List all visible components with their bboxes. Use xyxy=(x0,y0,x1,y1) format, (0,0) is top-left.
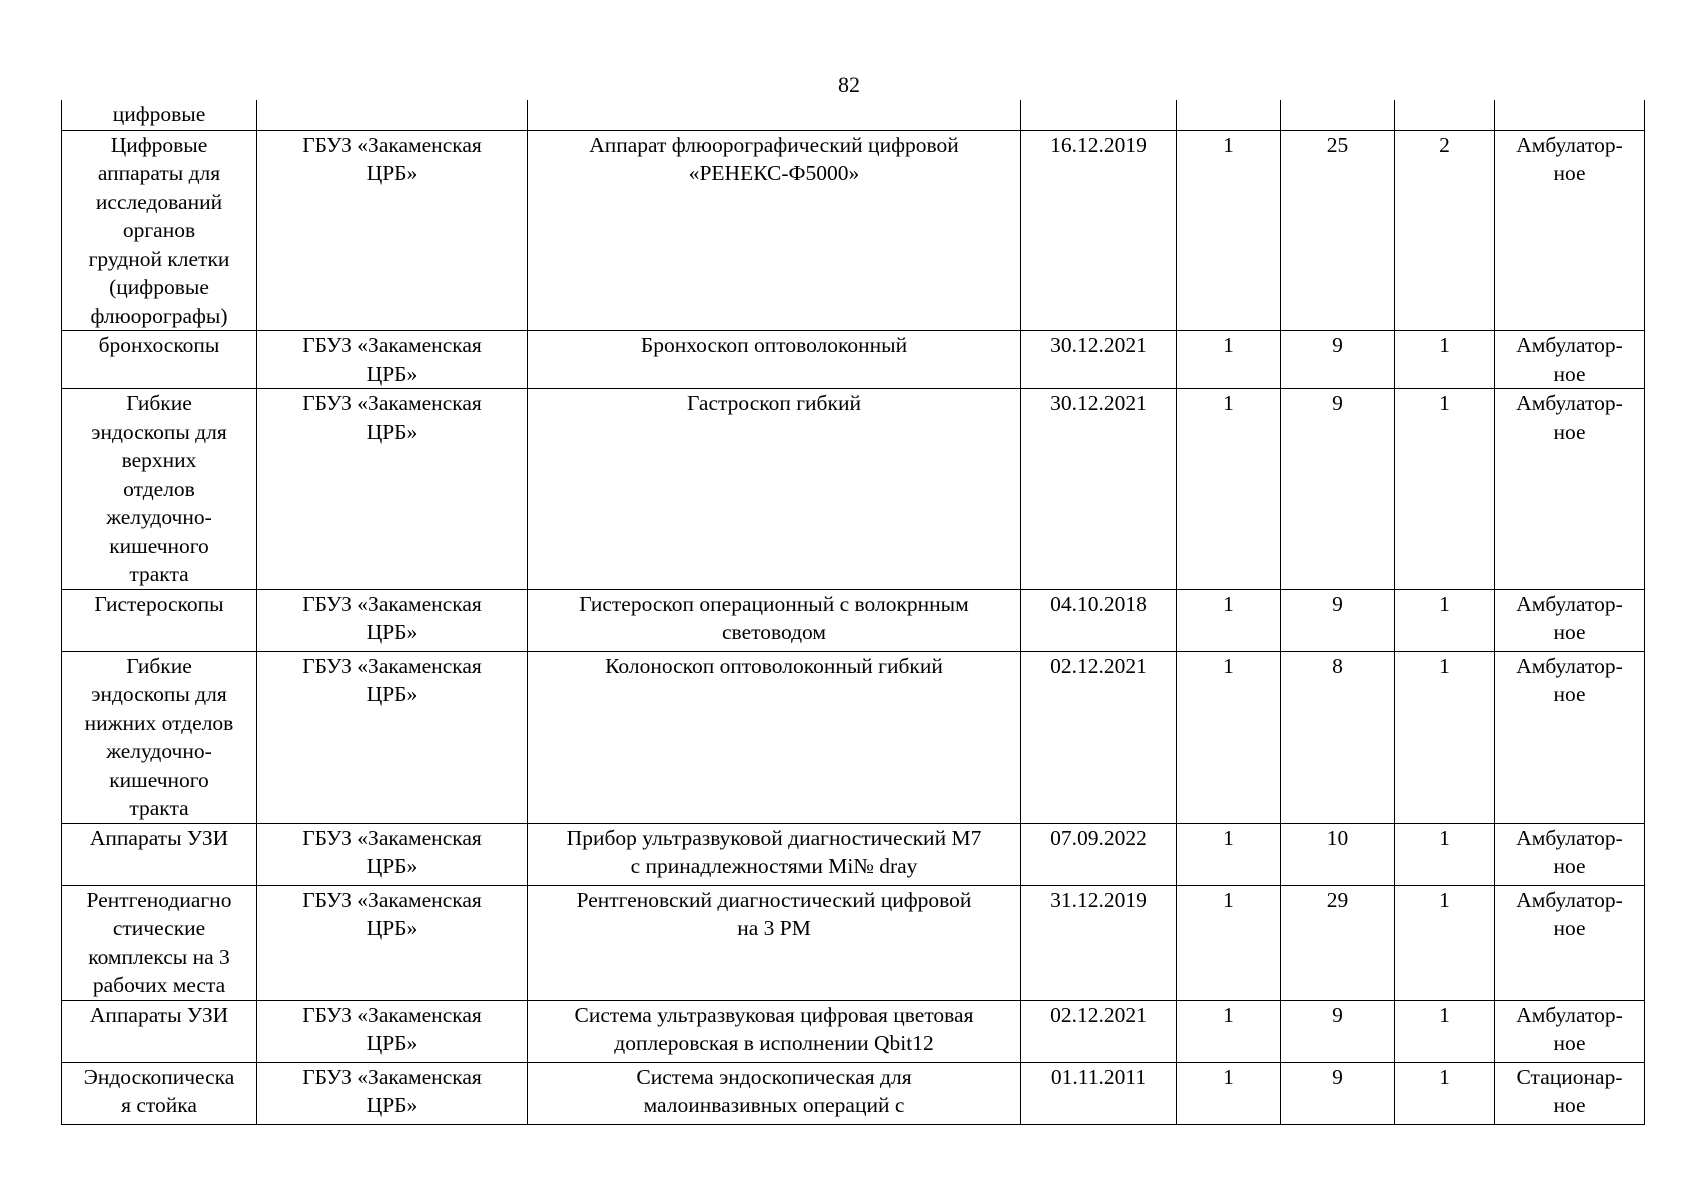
cell-text-line: отделов xyxy=(123,476,195,501)
cell-text-line: ГБУЗ «Закаменская xyxy=(302,391,482,415)
cell-text-line: Гибкие xyxy=(126,391,192,415)
cell-text-line: ГБУЗ «Закаменская xyxy=(302,1064,482,1089)
cell-date xyxy=(1021,589,1177,651)
cell-text-line: световодом xyxy=(722,620,826,644)
cell-text: 1 xyxy=(1223,1064,1234,1089)
cell-equipment-name xyxy=(528,1000,1021,1062)
cell-text-line: малоинвазивных операций с xyxy=(643,1093,905,1117)
cell-kind xyxy=(1495,589,1645,651)
cell-kind xyxy=(1495,1062,1645,1124)
cell-text-line: Амбулатор- xyxy=(1516,333,1623,357)
cell-equipment-name xyxy=(528,331,1021,389)
cell-col7 xyxy=(1395,823,1495,885)
cell-text-line: ное xyxy=(1553,682,1586,706)
cell-text-line: флюорографы) xyxy=(90,303,228,328)
cell-quantity xyxy=(1177,651,1281,823)
cell-text: 1 xyxy=(1223,825,1234,850)
cell-text: 1 xyxy=(1223,333,1234,357)
cell-organization xyxy=(257,1000,528,1062)
cell-kind xyxy=(1495,885,1645,1000)
cell-text-line: Гистероскоп операционный с волокрнным xyxy=(579,591,969,616)
cell-quantity xyxy=(1177,823,1281,885)
cell-col7 xyxy=(1395,331,1495,389)
cell-organization xyxy=(257,1062,528,1124)
cell-organization xyxy=(257,100,528,130)
cell-organization xyxy=(257,130,528,331)
cell-col7 xyxy=(1395,885,1495,1000)
cell-equipment-name xyxy=(528,885,1021,1000)
cell-text-line: ЦРБ» xyxy=(366,161,418,185)
cell-text: 1 xyxy=(1439,887,1450,912)
cell-text-line: я стойка xyxy=(121,1093,197,1117)
cell-text-line: исследований xyxy=(95,189,223,214)
cell-date xyxy=(1021,331,1177,389)
cell-text-line: ное xyxy=(1553,161,1586,185)
cell-kind xyxy=(1495,651,1645,823)
cell-text-line: стические xyxy=(112,916,206,940)
cell-col6 xyxy=(1281,885,1395,1000)
cell-text: 1 xyxy=(1223,391,1234,415)
cell-text-line: Гибкие xyxy=(126,653,192,678)
cell-text-line: Амбулатор- xyxy=(1516,653,1623,678)
cell-text-line: ГБУЗ «Закаменская xyxy=(302,333,482,357)
cell-text-line: Аппараты УЗИ xyxy=(89,1002,229,1027)
table-row xyxy=(62,1000,1645,1062)
cell-col6 xyxy=(1281,1062,1395,1124)
cell-text: 1 xyxy=(1223,591,1234,616)
cell-text-line: кишечного xyxy=(109,767,209,792)
cell-text: 1 xyxy=(1439,653,1450,678)
cell-equipment-name xyxy=(528,589,1021,651)
cell-text-line: Бронхоскоп оптоволоконный xyxy=(640,333,908,357)
cell-text-line: «РЕНЕКС-Ф5000» xyxy=(688,161,860,185)
cell-quantity xyxy=(1177,389,1281,590)
cell-quantity xyxy=(1177,589,1281,651)
cell-kind xyxy=(1495,331,1645,389)
cell-text-line: ное xyxy=(1553,419,1586,444)
cell-text: 01.11.2011 xyxy=(1050,1064,1147,1089)
cell-text-line: ЦРБ» xyxy=(366,916,418,940)
cell-text-line: на 3 РМ xyxy=(737,916,811,940)
cell-text-line: Амбулатор- xyxy=(1516,132,1623,157)
cell-quantity xyxy=(1177,100,1281,130)
cell-kind xyxy=(1495,823,1645,885)
cell-text: 1 xyxy=(1223,132,1234,157)
cell-col6 xyxy=(1281,1000,1395,1062)
cell-text: 8 xyxy=(1332,653,1343,678)
cell-text-line: эндоскопы для xyxy=(91,419,227,444)
cell-text: 02.12.2021 xyxy=(1050,1002,1147,1027)
cell-text-line: доплеровская в исполнении Qbit12 xyxy=(614,1031,934,1055)
cell-col6 xyxy=(1281,389,1395,590)
cell-equipment-type xyxy=(62,1000,257,1062)
cell-equipment-name xyxy=(528,823,1021,885)
cell-kind xyxy=(1495,1000,1645,1062)
cell-text-line: Аппарат флюорографический цифровой xyxy=(589,132,959,157)
cell-text-line: Гастроскоп гибкий xyxy=(687,391,861,415)
table-row xyxy=(62,823,1645,885)
cell-text: 04.10.2018 xyxy=(1050,591,1147,616)
cell-equipment-name xyxy=(528,389,1021,590)
cell-text: 1 xyxy=(1439,1064,1450,1089)
cell-text: 9 xyxy=(1332,591,1343,616)
cell-text: 9 xyxy=(1332,391,1343,415)
cell-text-line: ЦРБ» xyxy=(366,620,418,644)
cell-text-line: эндоскопы для xyxy=(91,682,227,706)
cell-text-line: рабочих места xyxy=(92,973,226,997)
cell-text: 29 xyxy=(1326,887,1349,912)
cell-text: 1 xyxy=(1439,1002,1450,1027)
cell-text-line: Амбулатор- xyxy=(1516,591,1623,616)
cell-text-line: верхних xyxy=(121,448,197,472)
cell-text-line: аппараты для xyxy=(97,161,221,185)
cell-text: 16.12.2019 xyxy=(1050,132,1147,157)
cell-text: 10 xyxy=(1326,825,1349,850)
cell-organization xyxy=(257,589,528,651)
cell-equipment-name xyxy=(528,1062,1021,1124)
cell-text-line: комплексы на 3 xyxy=(88,944,230,969)
cell-organization xyxy=(257,823,528,885)
table-row xyxy=(62,331,1645,389)
cell-text: 1 xyxy=(1223,653,1234,678)
cell-text-line: ГБУЗ «Закаменская xyxy=(302,591,482,616)
cell-equipment-type xyxy=(62,331,257,389)
cell-text-line: Аппараты УЗИ xyxy=(89,825,229,850)
cell-text-line: Колоноскоп оптоволоконный гибкий xyxy=(605,653,943,678)
cell-text-line: тракта xyxy=(129,796,189,820)
cell-quantity xyxy=(1177,331,1281,389)
cell-col6 xyxy=(1281,100,1395,130)
cell-quantity xyxy=(1177,130,1281,331)
cell-text: 9 xyxy=(1332,1064,1343,1089)
cell-text: 9 xyxy=(1332,1002,1343,1027)
cell-text: 2 xyxy=(1439,132,1450,157)
cell-text-line: органов xyxy=(122,218,196,242)
cell-text-line: ГБУЗ «Закаменская xyxy=(302,825,482,850)
cell-text-line: ГБУЗ «Закаменская xyxy=(302,653,482,678)
cell-equipment-type xyxy=(62,651,257,823)
cell-text-line: ное xyxy=(1553,1093,1586,1117)
table-row xyxy=(62,389,1645,590)
cell-col6 xyxy=(1281,589,1395,651)
cell-text-line: Цифровые xyxy=(110,132,208,157)
cell-text: 1 xyxy=(1223,1002,1234,1027)
cell-text-line: Эндоскопическа xyxy=(83,1064,235,1089)
cell-text-line: Прибор ультразвуковой диагностический M7 xyxy=(566,825,982,850)
cell-equipment-type xyxy=(62,130,257,331)
page-number: 82 xyxy=(838,72,860,97)
cell-text: 02.12.2021 xyxy=(1050,653,1147,678)
cell-kind xyxy=(1495,130,1645,331)
cell-col7 xyxy=(1395,1000,1495,1062)
cell-col6 xyxy=(1281,823,1395,885)
table-row xyxy=(62,651,1645,823)
cell-text-line: ное xyxy=(1553,620,1586,644)
cell-text: 1 xyxy=(1439,591,1450,616)
table-body xyxy=(62,100,1645,1124)
cell-text-line: бронхоскопы xyxy=(98,333,220,357)
cell-equipment-type xyxy=(62,885,257,1000)
cell-text-line: ГБУЗ «Закаменская xyxy=(302,132,482,157)
cell-text-line: ЦРБ» xyxy=(366,1093,418,1117)
cell-text-line: Рентгенодиагно xyxy=(86,887,232,912)
cell-col7 xyxy=(1395,589,1495,651)
cell-quantity xyxy=(1177,885,1281,1000)
cell-col7 xyxy=(1395,651,1495,823)
cell-text-line: цифровые xyxy=(112,102,206,126)
cell-equipment-name xyxy=(528,100,1021,130)
cell-text: 1 xyxy=(1439,391,1450,415)
cell-equipment-type xyxy=(62,389,257,590)
table-row xyxy=(62,1062,1645,1124)
cell-text-line: Гистероскопы xyxy=(94,591,224,616)
cell-text-line: ЦРБ» xyxy=(366,854,418,878)
cell-text-line: с принадлежностями Mi№ dray xyxy=(630,854,918,878)
cell-text-line: ЦРБ» xyxy=(366,1031,418,1055)
cell-text-line: нижних отделов xyxy=(84,710,234,735)
cell-equipment-type xyxy=(62,589,257,651)
cell-date xyxy=(1021,823,1177,885)
cell-col6 xyxy=(1281,130,1395,331)
cell-text: 25 xyxy=(1326,132,1349,157)
cell-equipment-name xyxy=(528,130,1021,331)
cell-text: 1 xyxy=(1439,825,1450,850)
cell-date xyxy=(1021,651,1177,823)
cell-text-line: Система эндоскопическая для xyxy=(636,1064,912,1089)
cell-organization xyxy=(257,885,528,1000)
cell-quantity xyxy=(1177,1000,1281,1062)
cell-text-line: Рентгеновский диагностический цифровой xyxy=(576,887,972,912)
table-row xyxy=(62,885,1645,1000)
cell-text-line: ное xyxy=(1553,1031,1586,1055)
cell-text: 07.09.2022 xyxy=(1050,825,1147,850)
cell-equipment-type xyxy=(62,1062,257,1124)
table-row xyxy=(62,589,1645,651)
cell-text-line: ЦРБ» xyxy=(366,682,418,706)
cell-date xyxy=(1021,1000,1177,1062)
cell-organization xyxy=(257,389,528,590)
cell-text-line: ное xyxy=(1553,854,1586,878)
equipment-table xyxy=(61,100,1645,1125)
cell-col7 xyxy=(1395,100,1495,130)
cell-text-line: Система ультразвуковая цифровая цветовая xyxy=(574,1002,974,1027)
cell-organization xyxy=(257,651,528,823)
cell-col7 xyxy=(1395,389,1495,590)
continuation-row xyxy=(62,100,1645,130)
cell-text-line: Амбулатор- xyxy=(1516,1002,1623,1027)
cell-date xyxy=(1021,100,1177,130)
cell-text-line: ЦРБ» xyxy=(366,419,418,444)
cell-col7 xyxy=(1395,1062,1495,1124)
cell-text: 9 xyxy=(1332,333,1343,357)
cell-kind xyxy=(1495,389,1645,590)
cell-text: 30.12.2021 xyxy=(1050,333,1147,357)
cell-text-line: ГБУЗ «Закаменская xyxy=(302,887,482,912)
cell-text-line: Амбулатор- xyxy=(1516,825,1623,850)
cell-text-line: ное xyxy=(1553,916,1586,940)
cell-text-line: желудочно- xyxy=(106,739,212,763)
cell-organization xyxy=(257,331,528,389)
cell-col7 xyxy=(1395,130,1495,331)
cell-date xyxy=(1021,1062,1177,1124)
table-row xyxy=(62,130,1645,331)
cell-date xyxy=(1021,130,1177,331)
cell-text: 30.12.2021 xyxy=(1050,391,1147,415)
cell-text-line: ное xyxy=(1553,361,1586,386)
cell-date xyxy=(1021,389,1177,590)
cell-col6 xyxy=(1281,331,1395,389)
cell-text: 31.12.2019 xyxy=(1050,887,1147,912)
cell-text-line: кишечного xyxy=(109,533,209,558)
cell-text-line: Стационар- xyxy=(1516,1064,1623,1089)
cell-text-line: тракта xyxy=(129,562,189,586)
cell-equipment-type xyxy=(62,823,257,885)
cell-text: 1 xyxy=(1223,887,1234,912)
cell-text-line: грудной клетки xyxy=(88,246,230,271)
cell-equipment-type xyxy=(62,100,257,130)
cell-kind xyxy=(1495,100,1645,130)
cell-col6 xyxy=(1281,651,1395,823)
cell-text-line: Амбулатор- xyxy=(1516,887,1623,912)
cell-date xyxy=(1021,885,1177,1000)
cell-text-line: ЦРБ» xyxy=(366,361,418,386)
cell-text-line: Амбулатор- xyxy=(1516,391,1623,415)
cell-text-line: ГБУЗ «Закаменская xyxy=(302,1002,482,1027)
cell-quantity xyxy=(1177,1062,1281,1124)
cell-text-line: желудочно- xyxy=(106,505,212,529)
cell-text-line: (цифровые xyxy=(109,275,209,299)
cell-text: 1 xyxy=(1439,333,1450,357)
cell-equipment-name xyxy=(528,651,1021,823)
